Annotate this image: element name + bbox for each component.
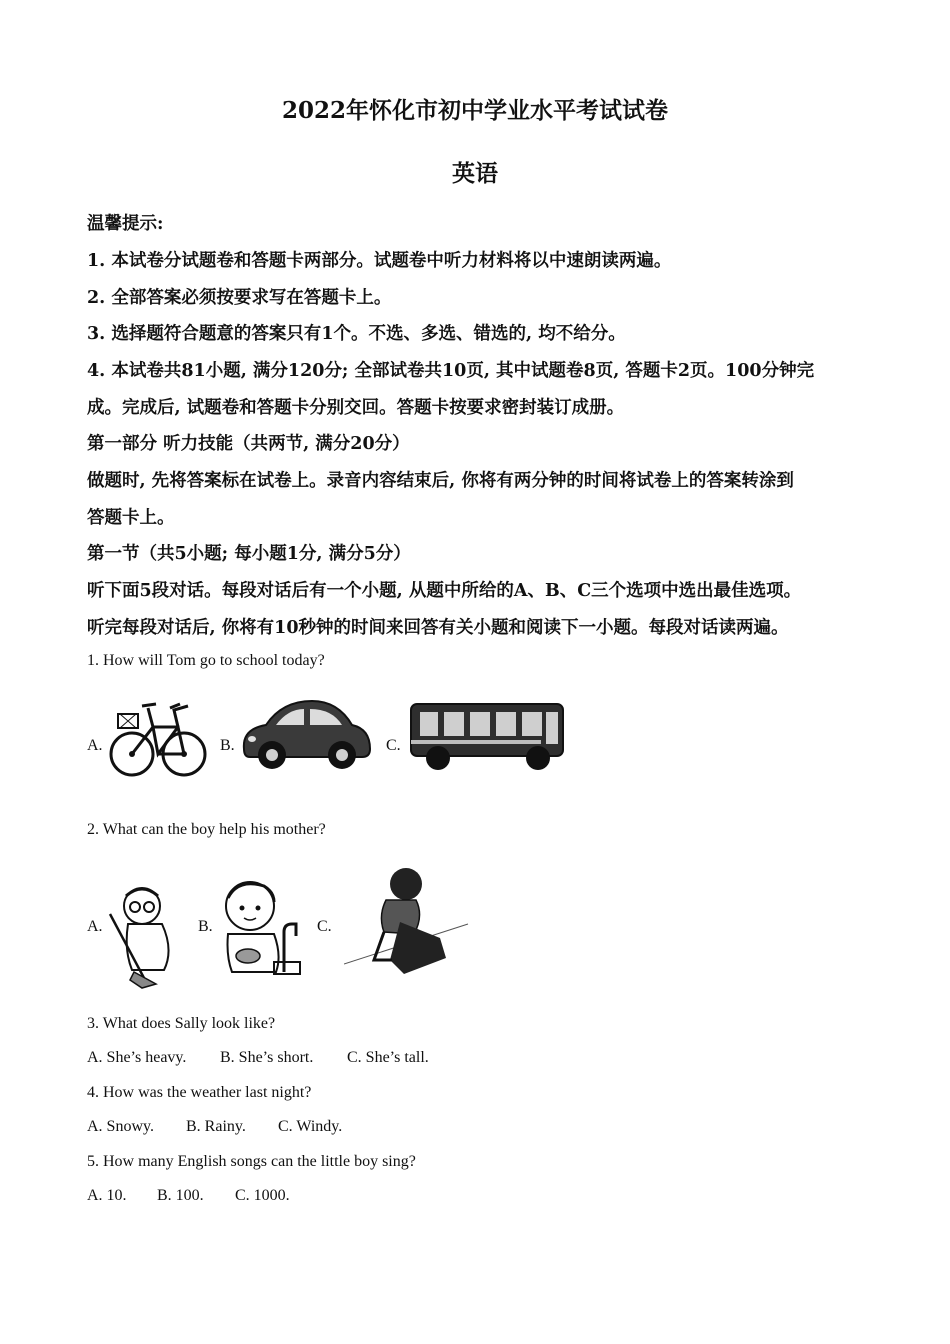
- option-label: B.: [198, 918, 213, 935]
- section1-heading: 第一节（共5小题; 每小题1分, 满分5分）: [87, 544, 411, 564]
- option-b: B. Rainy.: [186, 1118, 246, 1135]
- option-label: C.: [386, 737, 401, 754]
- option-a: A. 10.: [87, 1187, 127, 1204]
- option-c: C. She’s tall.: [347, 1049, 429, 1066]
- option-a: A. Snowy.: [87, 1118, 154, 1135]
- option-label: B.: [220, 737, 235, 754]
- option-c: C. Windy.: [278, 1118, 343, 1135]
- option-b: B. 100.: [157, 1187, 204, 1204]
- notice-item: 1. 本试卷分试题卷和答题卡两部分。试题卷中听力材料将以中速朗读两遍。: [87, 251, 672, 271]
- option-label: C.: [317, 918, 332, 935]
- option-label: A.: [87, 918, 103, 935]
- part1-heading: 第一部分 听力技能（共两节, 满分20分）: [87, 434, 410, 454]
- subject-title: 英语: [452, 160, 498, 187]
- option-b: B. She’s short.: [220, 1049, 314, 1066]
- notice-item: 2. 全部答案必须按要求写在答题卡上。: [87, 288, 392, 308]
- question-1: 1. How will Tom go to school today?: [87, 652, 325, 669]
- bus-icon: [408, 700, 566, 772]
- boy-washing-dishes-icon: [218, 876, 304, 980]
- question-3: 3. What does Sally look like?: [87, 1015, 276, 1032]
- part1-instruction: 做题时, 先将答案标在试卷上。录音内容结束后, 你将有两分钟的时间将试卷上的答案转涂到: [87, 471, 794, 491]
- boy-sweeping-icon: [104, 880, 184, 990]
- car-icon: [238, 695, 374, 775]
- question-2: 2. What can the boy help his mother?: [87, 821, 326, 838]
- boy-cleaning-floor-icon: [344, 864, 470, 982]
- notice-item: 4. 本试卷共81小题, 满分120分; 全部试卷共10页, 其中试题卷8页, 答题卡2页。100分钟完: [87, 361, 815, 381]
- page-title: 2022年怀化市初中学业水平考试试卷: [281, 97, 668, 124]
- section1-instruction: 听下面5段对话。每段对话后有一个小题, 从题中所给的A、B、C三个选项中选出最佳选项。: [87, 581, 802, 601]
- bicycle-icon: [108, 692, 208, 782]
- question-4: 4. How was the weather last night?: [87, 1084, 312, 1101]
- notice-item: 3. 选择题符合题意的答案只有1个。不选、多选、错选的, 均不给分。: [87, 324, 626, 344]
- notice-label: 温馨提示:: [87, 214, 164, 234]
- notice-item: 成。完成后, 试题卷和答题卡分别交回。答题卡按要求密封装订成册。: [87, 398, 625, 418]
- option-c: C. 1000.: [235, 1187, 290, 1204]
- part1-instruction: 答题卡上。: [87, 508, 175, 528]
- option-a: A. She’s heavy.: [87, 1049, 187, 1066]
- option-label: A.: [87, 737, 103, 754]
- question-5: 5. How many English songs can the little boy sing?: [87, 1153, 416, 1170]
- section1-instruction: 听完每段对话后, 你将有10秒钟的时间来回答有关小题和阅读下一小题。每段对话读两遍。: [87, 618, 789, 638]
